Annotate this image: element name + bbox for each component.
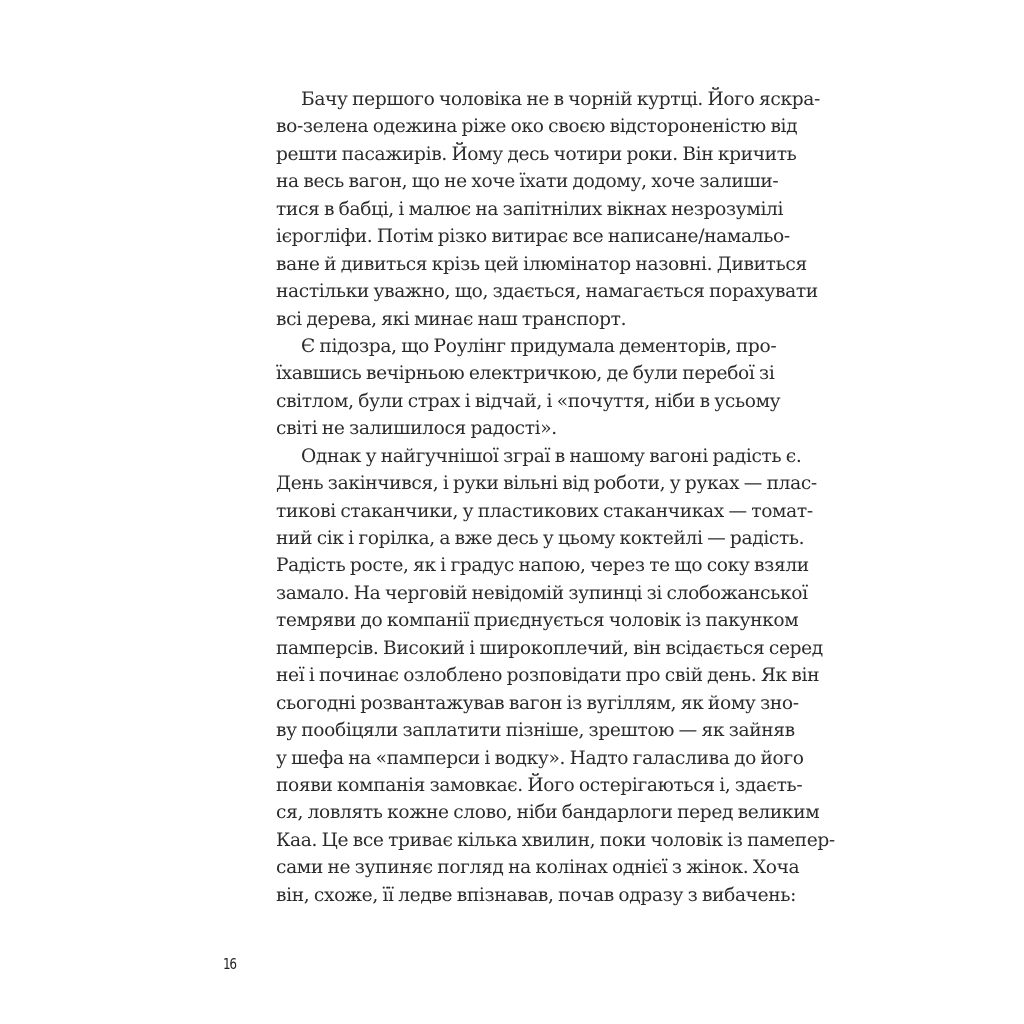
text-line: всі дерева, які минає наш транспорт.	[276, 308, 627, 330]
text-line: світі не залишилося радості».	[276, 418, 557, 440]
text-line: памперсів. Високий і широкоплечий, він всідається серед	[276, 637, 823, 659]
paragraph-1	[276, 86, 820, 333]
body-text	[276, 86, 835, 909]
text-line: появи компанія замовкає. Його остерігаються і, здаєть-	[276, 774, 803, 796]
paragraph-3	[276, 443, 835, 909]
text-line: неї і починає озлоблено розповідати про свій день. Як він	[276, 665, 820, 687]
text-line: тися в бабці, і малює на запітнілих вікнах незрозумілі	[276, 198, 784, 220]
text-line: настільки уважно, що, здається, намагається порахувати	[276, 281, 818, 303]
text-line: во-зелена одежина ріже око своєю відстороненістю від	[276, 116, 798, 138]
text-line: ву пообіцяли заплатити пізніше, зрештою — як зайняв	[276, 720, 795, 742]
text-line: Каа. Це все триває кілька хвилин, поки чоловік із памепер-	[276, 829, 835, 851]
text-line: ний сік і горілка, а вже десь у цьому коктейлі — радість.	[276, 528, 805, 549]
text-line: Однак у найгучнішої зграї в нашому вагоні радість є.	[301, 445, 802, 467]
page-number: 16	[223, 955, 236, 973]
text-line: Є підозра, що Роулінг придумала дементорів, про-	[301, 335, 777, 357]
text-line: у шефа на «памперси і водку». Надто галаслива до його	[276, 747, 804, 769]
text-line: Бачу першого чоловіка не в чорній куртці. Його яскра-	[301, 89, 820, 110]
paragraph-2	[276, 333, 781, 443]
text-line: ієрогліфи. Потім різко витирає все написане/намальо-	[276, 226, 790, 248]
text-line: ване й дивиться крізь цей ілюмінатор назовні. Дивиться	[276, 253, 807, 275]
text-line: їхавшись вечірньою електричкою, де були перебої зі	[276, 363, 775, 385]
text-line: він, схоже, її ледве впізнавав, почав одразу з вибачень:	[276, 884, 797, 906]
text-line: решти пасажирів. Йому десь чотири роки. Він кричить	[276, 143, 797, 165]
text-line: сами не зупиняє погляд на колінах однієї з жінок. Хоча	[276, 857, 800, 879]
text-line: Радість росте, як і градус напою, через те що соку взяли	[276, 555, 809, 577]
text-line: на весь вагон, що не хоче їхати додому, хоче залиши-	[276, 171, 779, 193]
text-line: замало. На черговій невідомій зупинці зі слобожанської	[276, 582, 808, 604]
text-line: світлом, були страх і відчай, і «почуття, ніби в усьому	[276, 390, 781, 412]
text-line: День закінчився, і руки вільні від роботи, у руках — плас-	[276, 473, 817, 495]
text-line: ся, ловлять кожне слово, ніби бандарлоги перед великим	[276, 802, 820, 824]
text-line: тикові стаканчики, у пластикових стаканчиках — томат-	[276, 500, 813, 522]
text-line: темряви до компанії приєднується чоловік із пакунком	[276, 610, 799, 632]
text-line: сьогодні розвантажував вагон із вугіллям, як йому зно-	[276, 692, 799, 714]
